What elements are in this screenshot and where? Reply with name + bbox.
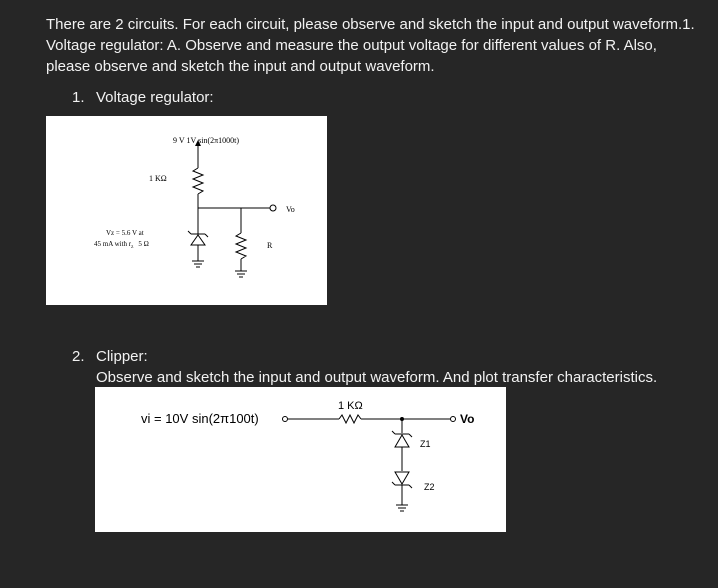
instructions-paragraph: There are 2 circuits. For each circuit, please observe and sketch the input and output waveform.1. Voltage regulator: A. Observe and measure the output voltage for different values of R. Also, please observe and sketch the input and output waveform. (46, 16, 695, 75)
item-title: Voltage regulator: (96, 89, 214, 106)
item-clipper-heading (72, 346, 148, 367)
source-label: 9 V 1V sin(2π1000t) (173, 136, 240, 145)
zener-resistance: 5 Ω (138, 240, 149, 248)
item-voltage-regulator-heading (72, 87, 214, 108)
clipper-circuit-figure (95, 387, 506, 532)
input-voltage-label: vi = 10V sin(2π100t) (141, 411, 259, 426)
zener-spec-line2 (94, 240, 149, 250)
output-label: Vo (286, 205, 295, 214)
zener2-label: Z2 (424, 482, 435, 492)
resistor-label: 1 KΩ (149, 174, 167, 183)
clipper-description: Observe and sketch the input and output waveform. And plot transfer characteristics. (96, 369, 658, 386)
item-number: 2. (72, 348, 85, 365)
item-number: 1. (72, 89, 85, 106)
load-label: R (267, 241, 273, 250)
zener-spec-text: 45 mA with r (94, 240, 132, 248)
zener-spec-line1: Vz = 5.6 V at (106, 229, 144, 237)
resistor-label: 1 KΩ (338, 400, 363, 412)
voltage-regulator-circuit-figure (46, 116, 327, 305)
zener1-label: Z1 (420, 439, 431, 449)
zener-subscript: z (131, 245, 134, 250)
output-label: Vo (460, 412, 475, 426)
item-title: Clipper: (96, 348, 148, 365)
